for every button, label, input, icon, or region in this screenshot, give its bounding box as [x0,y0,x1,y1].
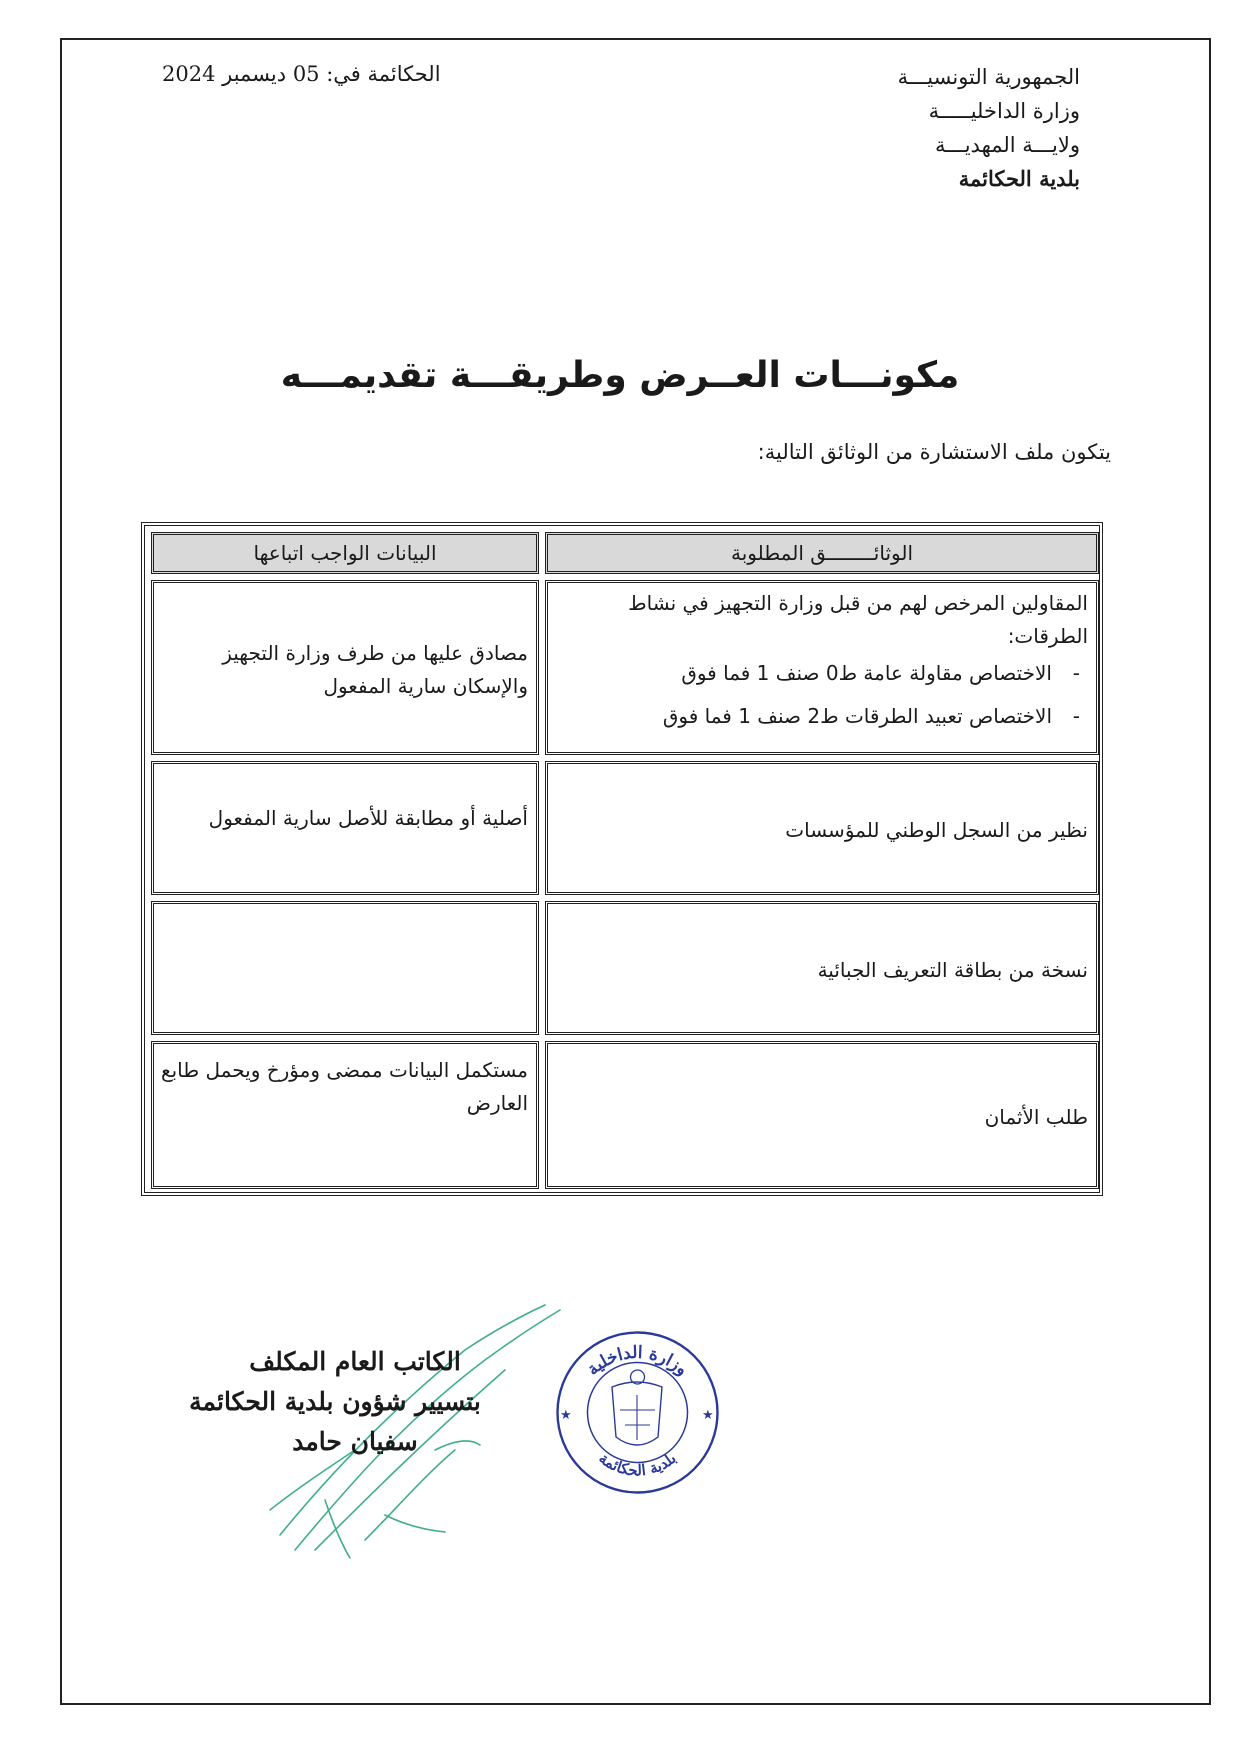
signatory-role: بتسيير شؤون بلدية الحكائمة [189,1387,481,1416]
document-text: نظير من السجل الوطني للمؤسسات [785,817,1088,842]
svg-text:بلدية الحكائمة [595,1449,679,1480]
date-line: الحكائمة في: 05 ديسمبر 2024 [162,62,441,86]
document-text: طلب الأثمان [984,1104,1088,1129]
stamp-bottom-text: بلدية الحكائمة [595,1449,680,1480]
table-row-documents-2 [545,761,1099,895]
table-row-note-4 [151,1041,539,1189]
table-row-note-1 [151,580,539,755]
table-row-note-2 [151,761,539,895]
note-text: مصادق عليها من طرف وزارة التجهيز والإسكان سارية المفعول [222,640,528,698]
document-contractors: المقاولين المرخص لهم من قبل وزارة التجهيز في نشاط الطرقات: [628,591,1088,648]
header-municipality: بلدية الحكائمة [958,166,1080,191]
issuer-header [898,60,1080,196]
official-stamp [550,1325,725,1500]
signatory-title: الكاتب العام المكلف [249,1347,461,1376]
header-governorate: ولايـــة المهديـــة [935,133,1080,157]
stamp-top-text: وزارة الداخلية [583,1342,692,1380]
documents-table [141,522,1103,1196]
star-icon: ★ [702,1408,714,1423]
signatory-name: سفيان حامد [292,1427,418,1456]
svg-text:وزارة الداخلية [583,1343,691,1380]
intro-text: يتكون ملف الاستشارة من الوثائق التالية: [757,440,1111,464]
header-documents: الوثائــــــــق المطلوبة [545,532,1099,574]
header-notes: البيانات الواجب اتباعها [151,532,539,574]
document-text: نسخة من بطاقة التعريف الجبائية [817,957,1088,982]
document-title: مكونـــات العــرض وطريقـــة تقديمـــه [280,355,960,396]
header-ministry: وزارة الداخليـــــة [928,99,1080,123]
note-text: أصلية أو مطابقة للأصل سارية المفعول [208,806,528,830]
note-text: مستكمل البيانات ممضى ومؤرخ ويحمل طابع العارض [160,1058,528,1115]
star-icon: ★ [560,1408,572,1423]
list-item: - الاختصاص تعبيد الطرقات ط2 صنف 1 فما فوق [554,700,1088,733]
table-row-documents-4 [545,1041,1099,1189]
table-row-documents-3 [545,901,1099,1035]
list-item: - الاختصاص مقاولة عامة ط0 صنف 1 فما فوق [554,657,1088,690]
table-row-documents-1 [545,580,1099,755]
signature-block [125,1342,545,1462]
table-row-note-3 [151,901,539,1035]
header-country: الجمهورية التونسيـــة [897,65,1080,89]
